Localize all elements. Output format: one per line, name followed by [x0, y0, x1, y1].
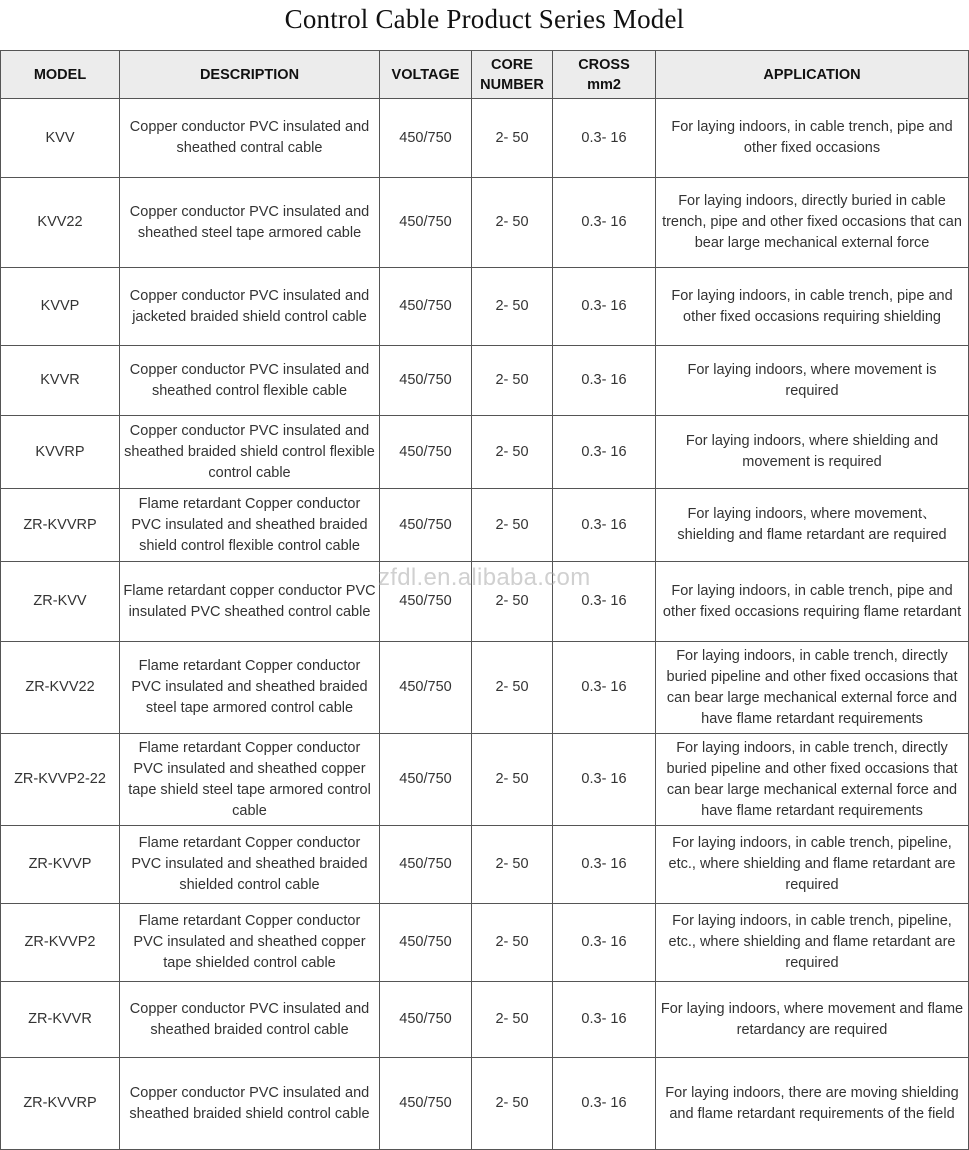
table-row	[1, 178, 969, 268]
header-core-number	[472, 51, 553, 99]
header-cross-line1: CROSS	[578, 56, 630, 73]
cell-description: Copper conductor PVC insulated and sheathed braided control cable	[120, 982, 380, 1058]
cell-voltage: 450/750	[380, 826, 472, 904]
cell-model: KVVP	[1, 268, 120, 346]
cell-application: For laying indoors, directly buried in cable trench, pipe and other fixed occasions that can bear large mechanical external force	[656, 178, 969, 268]
header-cross-line2: mm2	[587, 76, 621, 93]
header-cross-section	[553, 51, 656, 99]
cell-model: ZR-KVV	[1, 562, 120, 642]
cell-core: 2- 50	[472, 489, 553, 562]
cell-core: 2- 50	[472, 982, 553, 1058]
header-row	[1, 51, 969, 99]
table-row	[1, 268, 969, 346]
cell-description: Flame retardant Copper conductor PVC insulated and sheathed copper tape shield steel tape armored control cable	[120, 734, 380, 826]
header-application: APPLICATION	[656, 51, 969, 99]
cell-core: 2- 50	[472, 826, 553, 904]
cell-description: Flame retardant Copper conductor PVC insulated and sheathed braided steel tape armored control cable	[120, 642, 380, 734]
product-table	[0, 50, 969, 1150]
table-row	[1, 562, 969, 642]
table-row	[1, 346, 969, 416]
cell-application: For laying indoors, in cable trench, pipe and other fixed occasions requiring flame retardant	[656, 562, 969, 642]
page-title: Control Cable Product Series Model	[284, 4, 685, 34]
cell-voltage: 450/750	[380, 904, 472, 982]
header-description: DESCRIPTION	[120, 51, 380, 99]
cell-cross: 0.3- 16	[553, 489, 656, 562]
cell-model: ZR-KVVP2-22	[1, 734, 120, 826]
cell-voltage: 450/750	[380, 416, 472, 489]
cell-application: For laying indoors, where movement and flame retardancy are required	[656, 982, 969, 1058]
cell-model: ZR-KVVP2	[1, 904, 120, 982]
cell-voltage: 450/750	[380, 178, 472, 268]
cell-cross: 0.3- 16	[553, 1058, 656, 1150]
cell-model: ZR-KVV22	[1, 642, 120, 734]
cell-voltage: 450/750	[380, 489, 472, 562]
cell-application: For laying indoors, in cable trench, pipeline, etc., where shielding and flame retardant are required	[656, 826, 969, 904]
table-row	[1, 642, 969, 734]
cell-core: 2- 50	[472, 99, 553, 178]
cell-cross: 0.3- 16	[553, 982, 656, 1058]
table-row	[1, 99, 969, 178]
cell-description: Copper conductor PVC insulated and sheathed contral cable	[120, 99, 380, 178]
cell-core: 2- 50	[472, 1058, 553, 1150]
cell-core: 2- 50	[472, 734, 553, 826]
cell-voltage: 450/750	[380, 1058, 472, 1150]
cell-model: ZR-KVVP	[1, 826, 120, 904]
cell-core: 2- 50	[472, 642, 553, 734]
cell-application: For laying indoors, in cable trench, pipe and other fixed occasions	[656, 99, 969, 178]
cell-cross: 0.3- 16	[553, 268, 656, 346]
header-voltage: VOLTAGE	[380, 51, 472, 99]
cell-model: KVV	[1, 99, 120, 178]
cell-cross: 0.3- 16	[553, 562, 656, 642]
cell-core: 2- 50	[472, 268, 553, 346]
table-row	[1, 982, 969, 1058]
cell-voltage: 450/750	[380, 982, 472, 1058]
cell-application: For laying indoors, in cable trench, pipe and other fixed occasions requiring shielding	[656, 268, 969, 346]
cell-cross: 0.3- 16	[553, 904, 656, 982]
cell-application: For laying indoors, in cable trench, pipeline, etc., where shielding and flame retardant are required	[656, 904, 969, 982]
cell-core: 2- 50	[472, 346, 553, 416]
cell-voltage: 450/750	[380, 346, 472, 416]
cell-cross: 0.3- 16	[553, 178, 656, 268]
cell-core: 2- 50	[472, 416, 553, 489]
watermark-text: zfdl.en.alibaba.com	[378, 564, 591, 591]
cell-description: Flame retardant Copper conductor PVC insulated and sheathed braided shielded control cable	[120, 826, 380, 904]
cell-cross: 0.3- 16	[553, 99, 656, 178]
cell-voltage: 450/750	[380, 562, 472, 642]
table-row	[1, 1058, 969, 1150]
header-model: MODEL	[1, 51, 120, 99]
table-row	[1, 489, 969, 562]
cell-cross: 0.3- 16	[553, 346, 656, 416]
cell-application: For laying indoors, in cable trench, directly buried pipeline and other fixed occasions that can bear large mechanical external force and have flame retardant requirements	[656, 642, 969, 734]
cell-description: Flame retardant Copper conductor PVC insulated and sheathed copper tape shielded control cable	[120, 904, 380, 982]
cell-model: KVV22	[1, 178, 120, 268]
cell-description: Copper conductor PVC insulated and sheathed braided shield control cable	[120, 1058, 380, 1150]
cell-description: Copper conductor PVC insulated and sheathed steel tape armored cable	[120, 178, 380, 268]
cell-core: 2- 50	[472, 904, 553, 982]
cell-model: KVVRP	[1, 416, 120, 489]
cell-application: For laying indoors, where movement is required	[656, 346, 969, 416]
header-core-line2: NUMBER	[480, 76, 544, 93]
cell-description: Flame retardant Copper conductor PVC insulated and sheathed braided shield control flexible control cable	[120, 489, 380, 562]
cell-model: KVVR	[1, 346, 120, 416]
cell-voltage: 450/750	[380, 99, 472, 178]
cell-core: 2- 50	[472, 178, 553, 268]
cell-model: ZR-KVVRP	[1, 1058, 120, 1150]
cell-voltage: 450/750	[380, 642, 472, 734]
cell-description: Copper conductor PVC insulated and jacketed braided shield control cable	[120, 268, 380, 346]
cell-cross: 0.3- 16	[553, 826, 656, 904]
table-row	[1, 416, 969, 489]
cell-cross: 0.3- 16	[553, 734, 656, 826]
cell-cross: 0.3- 16	[553, 416, 656, 489]
cell-voltage: 450/750	[380, 268, 472, 346]
cell-application: For laying indoors, there are moving shielding and flame retardant requirements of the field	[656, 1058, 969, 1150]
table-row	[1, 734, 969, 826]
cell-description: Copper conductor PVC insulated and sheathed braided shield control flexible control cable	[120, 416, 380, 489]
cell-application: For laying indoors, where movement、shielding and flame retardant are required	[656, 489, 969, 562]
cell-application: For laying indoors, where shielding and movement is required	[656, 416, 969, 489]
cell-application: For laying indoors, in cable trench, directly buried pipeline and other fixed occasions that can bear large mechanical external force and have flame retardant requirements	[656, 734, 969, 826]
table-row	[1, 904, 969, 982]
cell-cross: 0.3- 16	[553, 642, 656, 734]
cell-description: Copper conductor PVC insulated and sheathed control flexible cable	[120, 346, 380, 416]
cell-voltage: 450/750	[380, 734, 472, 826]
cell-model: ZR-KVVR	[1, 982, 120, 1058]
header-core-line1: CORE	[491, 56, 533, 73]
cell-model: ZR-KVVRP	[1, 489, 120, 562]
cell-core: 2- 50	[472, 562, 553, 642]
table-row	[1, 826, 969, 904]
cell-description: Flame retardant copper conductor PVC insulated PVC sheathed control cable	[120, 562, 380, 642]
